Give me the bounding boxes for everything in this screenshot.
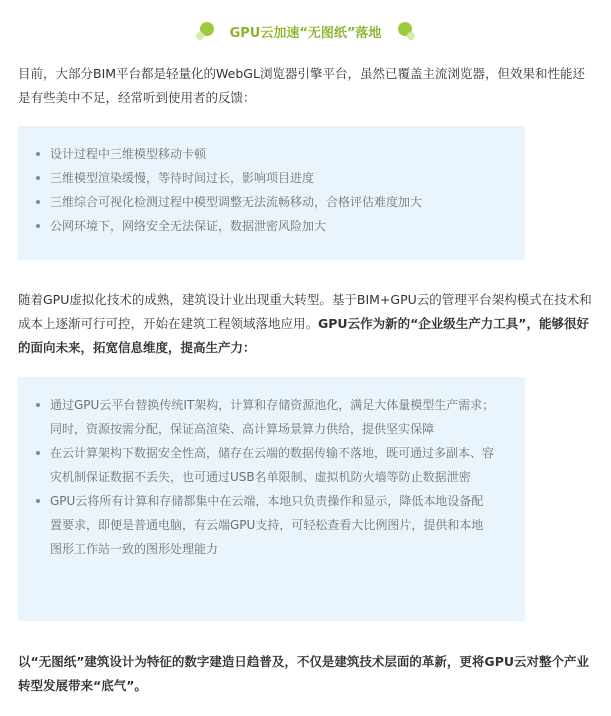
bullet-icon [36,499,40,503]
list-item: GPU云将所有计算和存储都集中在云端，本地只负责操作和显示，降低本地设备配置要求，即便是普通电脑，有云端GPU支持，可轻松查看大比例图片，提供和本地图形工作站一致的图形处理能力 [50,489,495,561]
section-header [0,20,611,42]
benefits-box [18,377,525,621]
bullet-icon [36,200,40,204]
middle-paragraph-plain: 随着GPU虚拟化技术的成熟，建筑设计业出现重大转型。基于BIM+GPU云的管理平台架构模式在技术和成本上逐渐可行可控，开始在建筑工程领域落地应用。 [18,292,592,331]
list-item: 在云计算架构下数据安全性高，储存在云端的数据传输不落地，既可通过多副本、容灾机制保证数据不丢失，也可通过USB名单限制、虚拟机防火墙等防止数据泄密 [50,441,495,489]
section-title: GPU云加速“无图纸”落地 [229,25,382,41]
list-item: 公网环境下，网络安全无法保证，数据泄密风险加大 [50,214,495,238]
conclusion-paragraph: 以“无图纸”建筑设计为特征的数字建造日趋普及，不仅是建筑技术层面的革新，更将GPU云对整个产业转型发展带来“底气”。 [18,654,590,693]
leaf-decoration-right-icon [393,20,415,42]
middle-paragraph-bold: GPU云作为新的“企业级生产力工具”，能够很好的面向未来，拓宽信息维度，提高生产力： [18,316,590,355]
benefits-list [50,393,495,561]
list-item: 三维模型渲染缓慢，等待时间过长，影响项目进度 [50,166,495,190]
list-item: 设计过程中三维模型移动卡顿 [50,142,495,166]
feedback-box [18,126,525,260]
leaf-decoration-left-icon [196,20,218,42]
bullet-icon [36,224,40,228]
list-item: 三维综合可视化检测过程中模型调整无法流畅移动，合格评估难度加大 [50,190,495,214]
list-item: 通过GPU云平台替换传统IT架构，计算和存储资源池化，满足大体量模型生产需求；同时，资源按需分配，保证高渲染、高计算场景算力供给，提供坚实保障 [50,393,495,441]
feedback-list [50,142,495,238]
middle-paragraph [18,288,593,360]
bullet-icon [36,176,40,180]
intro-paragraph: 目前，大部分BIM平台都是轻量化的WebGL浏览器引擎平台，虽然已覆盖主流浏览器，但效果和性能还是有些美中不足，经常听到使用者的反馈： [18,66,585,105]
bullet-icon [36,152,40,156]
bullet-icon [36,403,40,407]
bullet-icon [36,451,40,455]
